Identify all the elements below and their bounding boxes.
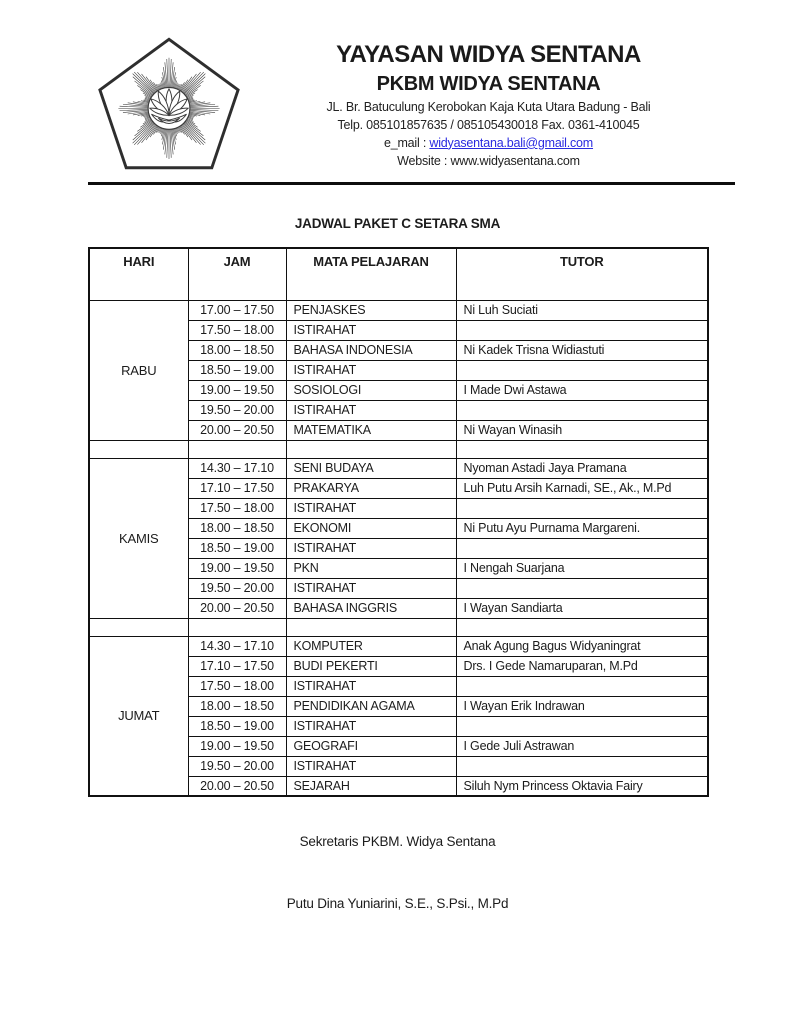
time-cell: 18.50 – 19.00: [188, 360, 286, 380]
table-row: [89, 636, 708, 656]
time-cell: 19.50 – 20.00: [188, 578, 286, 598]
tutor-cell: Anak Agung Bagus Widyaningrat: [456, 636, 708, 656]
column-header-hari: HARI: [89, 248, 188, 300]
time-cell: 19.00 – 19.50: [188, 380, 286, 400]
subject-cell: ISTIRAHAT: [286, 538, 456, 558]
subject-cell: GEOGRAFI: [286, 736, 456, 756]
subject-cell: SEJARAH: [286, 776, 456, 796]
email-label: e_mail :: [383, 135, 430, 150]
tutor-cell: [456, 578, 708, 598]
subject-cell: EKONOMI: [286, 518, 456, 538]
tutor-cell: Drs. I Gede Namaruparan, M.Pd: [456, 656, 708, 676]
letterhead: [0, 0, 795, 178]
table-header-row: [89, 248, 708, 300]
tutor-cell: [456, 360, 708, 380]
time-cell: 18.00 – 18.50: [188, 696, 286, 716]
footer-name: Putu Dina Yuniarini, S.E., S.Psi., M.Pd: [286, 896, 509, 911]
time-cell: 17.10 – 17.50: [188, 478, 286, 498]
day-cell: KAMIS: [89, 458, 188, 618]
tutor-cell: Luh Putu Arsih Karnadi, SE., Ak., M.Pd: [456, 478, 708, 498]
time-cell: 17.50 – 18.00: [188, 498, 286, 518]
time-cell: 14.30 – 17.10: [188, 458, 286, 478]
subject-cell: ISTIRAHAT: [286, 716, 456, 736]
schedule-table: [88, 247, 709, 797]
subject-cell: SOSIOLOGI: [286, 380, 456, 400]
time-cell: 18.00 – 18.50: [188, 340, 286, 360]
time-cell: 19.00 – 19.50: [188, 736, 286, 756]
time-cell: 17.10 – 17.50: [188, 656, 286, 676]
time-cell: 18.50 – 19.00: [188, 538, 286, 558]
column-header-jam: JAM: [188, 248, 286, 300]
subject-cell: BAHASA INGGRIS: [286, 598, 456, 618]
table-row: [89, 458, 708, 478]
time-cell: 19.00 – 19.50: [188, 558, 286, 578]
tutor-cell: I Made Dwi Astawa: [456, 380, 708, 400]
subject-cell: ISTIRAHAT: [286, 360, 456, 380]
tutor-cell: Siluh Nym Princess Oktavia Fairy: [456, 776, 708, 796]
time-cell: 14.30 – 17.10: [188, 636, 286, 656]
time-cell: 17.00 – 17.50: [188, 300, 286, 320]
logo-svg: [96, 36, 242, 173]
organization-logo: [96, 36, 242, 178]
day-cell: JUMAT: [89, 636, 188, 796]
phone-line: Telp. 085101857635 / 085105430018 Fax. 0361-410045: [337, 117, 640, 132]
footer-role: Sekretaris PKBM. Widya Sentana: [299, 834, 496, 849]
subject-cell: SENI BUDAYA: [286, 458, 456, 478]
tutor-cell: [456, 538, 708, 558]
email-link[interactable]: widyasentana.bali@gmail.com: [429, 135, 594, 150]
tutor-cell: Ni Kadek Trisna Widiastuti: [456, 340, 708, 360]
time-cell: 20.00 – 20.50: [188, 776, 286, 796]
subject-cell: ISTIRAHAT: [286, 320, 456, 340]
subject-cell: BAHASA INDONESIA: [286, 340, 456, 360]
subject-cell: PRAKARYA: [286, 478, 456, 498]
subject-cell: MATEMATIKA: [286, 420, 456, 440]
subject-cell: ISTIRAHAT: [286, 756, 456, 776]
tutor-cell: Ni Luh Suciati: [456, 300, 708, 320]
column-header-mata-pelajaran: MATA PELAJARAN: [286, 248, 456, 300]
tutor-cell: [456, 498, 708, 518]
tutor-cell: I Nengah Suarjana: [456, 558, 708, 578]
address-line: JL. Br. Batuculung Kerobokan Kaja Kuta Utara Badung - Bali: [326, 99, 651, 114]
tutor-cell: Nyoman Astadi Jaya Pramana: [456, 458, 708, 478]
organization-name: YAYASAN WIDYA SENTANA: [336, 41, 641, 68]
subject-cell: ISTIRAHAT: [286, 676, 456, 696]
tutor-cell: I Wayan Erik Indrawan: [456, 696, 708, 716]
table-row: [89, 300, 708, 320]
separator-row: [89, 618, 708, 636]
day-cell: RABU: [89, 300, 188, 440]
subject-cell: PENDIDIKAN AGAMA: [286, 696, 456, 716]
time-cell: 18.50 – 19.00: [188, 716, 286, 736]
tutor-cell: Ni Putu Ayu Purnama Margareni.: [456, 518, 708, 538]
tutor-cell: [456, 676, 708, 696]
email-line: [242, 136, 735, 152]
subject-cell: PENJASKES: [286, 300, 456, 320]
tutor-cell: [456, 400, 708, 420]
tutor-cell: [456, 716, 708, 736]
subject-cell: KOMPUTER: [286, 636, 456, 656]
column-header-tutor: TUTOR: [456, 248, 708, 300]
subject-cell: ISTIRAHAT: [286, 578, 456, 598]
separator-row: [89, 440, 708, 458]
time-cell: 17.50 – 18.00: [188, 320, 286, 340]
website-line: Website : www.widyasentana.com: [397, 153, 580, 168]
time-cell: 20.00 – 20.50: [188, 420, 286, 440]
subject-cell: ISTIRAHAT: [286, 400, 456, 420]
header-rule: [88, 182, 735, 185]
tutor-cell: [456, 756, 708, 776]
subject-cell: ISTIRAHAT: [286, 498, 456, 518]
time-cell: 20.00 – 20.50: [188, 598, 286, 618]
organization-subname: PKBM WIDYA SENTANA: [376, 73, 601, 95]
time-cell: 18.00 – 18.50: [188, 518, 286, 538]
tutor-cell: I Gede Juli Astrawan: [456, 736, 708, 756]
schedule-table-body: [89, 300, 708, 796]
tutor-cell: I Wayan Sandiarta: [456, 598, 708, 618]
tutor-cell: [456, 320, 708, 340]
subject-cell: PKN: [286, 558, 456, 578]
subject-cell: BUDI PEKERTI: [286, 656, 456, 676]
time-cell: 17.50 – 18.00: [188, 676, 286, 696]
tutor-cell: Ni Wayan Winasih: [456, 420, 708, 440]
time-cell: 19.50 – 20.00: [188, 400, 286, 420]
letterhead-text: [242, 36, 735, 178]
time-cell: 19.50 – 20.00: [188, 756, 286, 776]
document-title: JADWAL PAKET C SETARA SMA: [294, 216, 501, 231]
